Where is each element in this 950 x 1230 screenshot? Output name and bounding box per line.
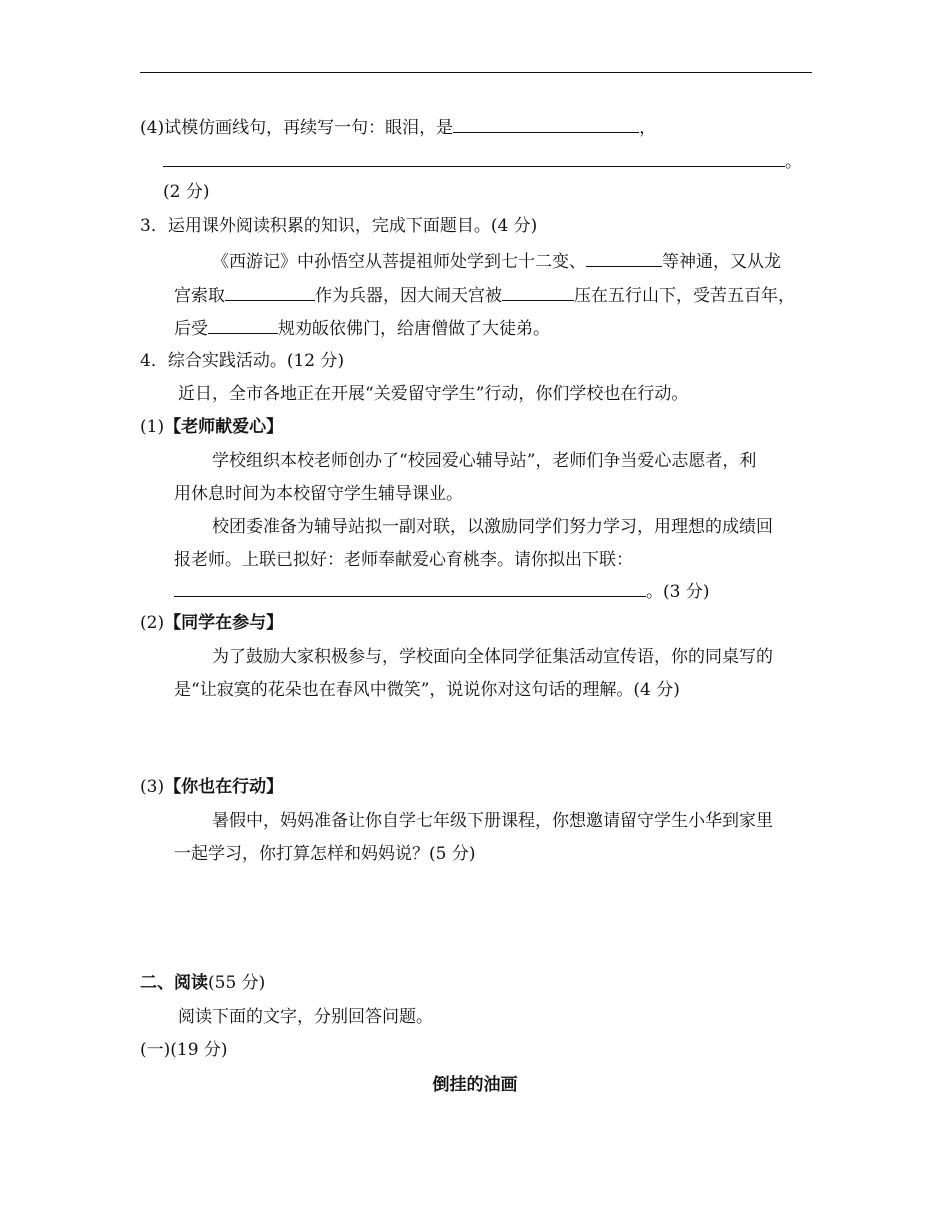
answer-blank[interactable] [163, 148, 785, 167]
passage-title: 倒挂的油画 [432, 1075, 518, 1095]
q4-s1-p2-l1: 校团委准备为辅导站拟一副对联，以激励同学们努力学习，用理想的成绩回 [212, 517, 773, 537]
q4-s2-l1: 为了鼓励大家积极参与，学校面向全体同学征集活动宣传语，你的同桌写的 [212, 647, 773, 667]
answer-blank[interactable] [502, 282, 574, 301]
q3-heading: 3．运用课外阅读积累的知识，完成下面题目。(4 分) [140, 216, 538, 236]
q4-sub-text: (4)试模仿画线句，再续写一句：眼泪，是 [140, 118, 454, 138]
answer-blank[interactable] [453, 114, 639, 133]
q4-s3-number: (3) [140, 777, 165, 797]
comma: ， [639, 118, 657, 138]
section2-intro: 阅读下面的文字，分别回答问题。 [178, 1007, 433, 1027]
q4-s1-number: (1) [140, 417, 165, 437]
q4-s3-l2: 一起学习，你打算怎样和妈妈说？(5 分) [174, 844, 476, 864]
q3-text: 宫索取 [174, 286, 225, 306]
q4-s1-score: 。(3 分) [646, 582, 710, 602]
q4-s3-title: 【你也在行动】 [164, 777, 284, 797]
q3-text: 后受 [174, 319, 208, 339]
q4-sub-prompt [140, 114, 656, 140]
q4-s1-heading [140, 415, 283, 439]
q3-line-1 [212, 248, 781, 274]
q4-s1-p1-l2: 用休息时间为本校留守学生辅导课业。 [174, 484, 463, 504]
q3-text: 作为兵器，因大闹天宫被 [315, 286, 502, 306]
q4-s1-p2-l2: 报老师。上联已拟好：老师奉献爱心育桃李。请你拟出下联： [174, 550, 633, 570]
answer-blank[interactable] [174, 578, 646, 597]
period: 。 [785, 152, 802, 172]
q4-s1-p1-l1: 学校组织本校老师创办了“校园爱心辅导站”，老师们争当爱心志愿者，利 [212, 451, 757, 471]
q4-s1-title: 【老师献爱心】 [164, 417, 284, 437]
q3-text: 压在五行山下，受苦五百年， [574, 286, 795, 306]
q4-s2-heading [140, 611, 283, 635]
q4-s2-l2: 是“让寂寞的花朵也在春风中微笑”，说说你对这句话的理解。(4 分) [174, 680, 680, 700]
section2-heading [140, 971, 265, 995]
header-rule [140, 72, 812, 73]
q3-text: 规劝皈依佛门，给唐僧做了大徒弟。 [278, 319, 550, 339]
q4-s3-l1: 暑假中，妈妈准备让你自学七年级下册课程，你想邀请留守学生小华到家里 [212, 811, 773, 831]
q4-s2-number: (2) [140, 613, 165, 633]
section2-heading-text: 二、阅读 [140, 973, 208, 993]
q4-intro: 近日，全市各地正在开展“关爱留守学生”行动，你们学校也在行动。 [178, 384, 689, 404]
answer-blank[interactable] [586, 248, 662, 267]
q4-sub-answer-line [163, 148, 802, 174]
q4-s2-title: 【同学在参与】 [164, 613, 284, 633]
q3-line-3 [174, 315, 550, 341]
answer-blank[interactable] [208, 315, 278, 334]
q3-text: 《西游记》中孙悟空从菩提祖师处学到七十二变、 [212, 252, 586, 272]
q3-text: 等神通，又从龙 [662, 252, 781, 272]
q4-sub-score: (2 分) [163, 182, 210, 202]
section2-score: (55 分) [208, 973, 266, 993]
q4-s1-answer-line [174, 578, 709, 604]
q4-heading: 4．综合实践活动。(12 分) [140, 351, 345, 371]
answer-blank[interactable] [225, 282, 315, 301]
q4-s3-heading [140, 775, 283, 799]
q3-line-2 [174, 282, 795, 308]
section2-part1: (一)(19 分) [140, 1040, 228, 1060]
